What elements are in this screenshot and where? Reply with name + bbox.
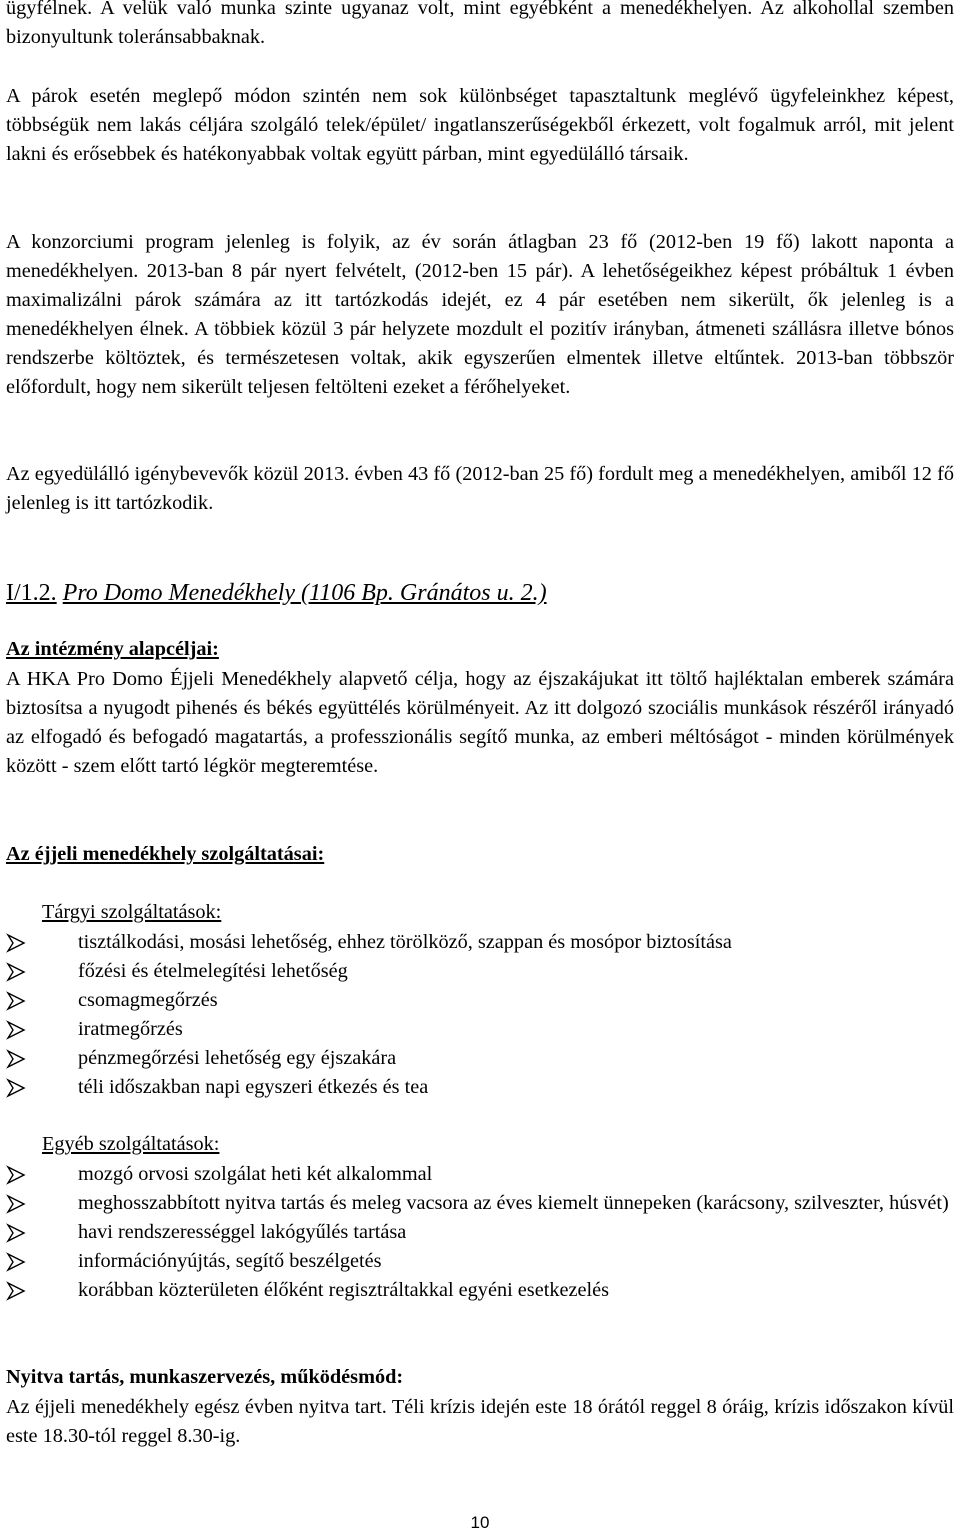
- arrowhead-bullet-icon: [6, 1020, 26, 1040]
- section-title: Pro Domo Menedékhely (1106 Bp. Gránátos u. 2.): [62, 580, 547, 606]
- other-services-list: [6, 1160, 954, 1305]
- list-item-text: meghosszabbított nyitva tartás és meleg vacsora az éves kiemelt ünnepeken (karácsony, szilveszter, húsvét): [78, 1192, 949, 1214]
- paragraph-couples: A párok esetén meglepő módon szintén nem sok különbséget tapasztaltunk meglévő ügyfeleinkhez képest, többségük nem lakás céljára szolgáló telek/épület/ ingatlanszerűségekből érkezett, volt fogalmuk arról, mit jelent lakni és erősebbek és hatékonyabbak voltak együtt párban, mint egyedülálló társaik.: [6, 85, 954, 165]
- list-item-text: mozgó orvosi szolgálat heti két alkalommal: [78, 1163, 433, 1185]
- arrowhead-bullet-icon: [6, 1049, 26, 1069]
- arrowhead-bullet-icon: [6, 991, 26, 1011]
- services-heading: Az éjjeli menedékhely szolgáltatásai:: [6, 843, 325, 865]
- list-item-text: pénzmegőrzési lehetőség egy éjszakára: [78, 1047, 397, 1069]
- arrowhead-bullet-icon: [6, 1252, 26, 1272]
- list-item-text: havi rendszerességgel lakógyűlés tartása: [78, 1221, 407, 1243]
- aims-heading: Az intézmény alapcéljai:: [6, 638, 219, 660]
- list-item: [6, 1015, 954, 1044]
- arrowhead-bullet-icon: [6, 933, 26, 953]
- list-item-text: csomagmegőrzés: [78, 989, 218, 1011]
- list-item-text: korábban közterületen élőként regisztráltakkal egyéni esetkezelés: [78, 1279, 610, 1301]
- list-item-text: tisztálkodási, mosási lehetőség, ehhez törölköző, szappan és mosópor biztosítása: [78, 931, 732, 953]
- paragraph-intro-continued: ügyfélnek. A velük való munka szinte ugyanaz volt, mint egyébként a menedékhelyen. Az alkohollal szemben bizonyultunk toleránsabbaknak.: [6, 0, 954, 48]
- list-item: [6, 1276, 954, 1305]
- list-item-text: téli időszakban napi egyszeri étkezés és tea: [78, 1076, 429, 1098]
- section-number: I/1.2.: [6, 580, 57, 606]
- arrowhead-bullet-icon: [6, 962, 26, 982]
- arrowhead-bullet-icon: [6, 1165, 26, 1185]
- list-item: [6, 1160, 954, 1189]
- paragraph-singles: Az egyedülálló igénybevevők közül 2013. évben 43 fő (2012-ban 25 fő) fordult meg a menedékhelyen, amiből 12 fő jelenleg is itt tartózkodik.: [6, 463, 954, 514]
- material-services-heading: Tárgyi szolgáltatások:: [42, 901, 222, 923]
- page-number: 10: [470, 1513, 490, 1532]
- list-item: [6, 986, 954, 1015]
- list-item: [6, 1189, 954, 1218]
- section-heading: [6, 577, 547, 609]
- paragraph-consortium: A konzorciumi program jelenleg is folyik, az év során átlagban 23 fő (2012-ben 19 fő) lakott naponta a menedékhelyen. 2013-ban 8 pár nyert felvételt, (2012-ben 15 pár). A lehetőségeikhez képest próbáltuk 1 évben maximalizálni párok számára az itt tartózkodás idejét, ez 4 pár esetében nem sikerült, ők jelenleg is a menedékhelyen élnek. A többiek közül 3 pár helyzete mozdult el pozitív irányban, átmeneti szállásra illetve bónos rendszerbe költöztek, és természetesen voltak, akik egyszerűen elmentek illetve eltűntek. 2013-ban többször előfordult, hogy nem sikerült teljesen feltölteni ezeket a férőhelyeket.: [6, 231, 954, 398]
- arrowhead-bullet-icon: [6, 1223, 26, 1243]
- aims-paragraph: A HKA Pro Domo Éjjeli Menedékhely alapvető célja, hogy az éjszakájukat itt töltő hajléktalan emberek számára biztosítsa a nyugodt pihenés és békés együttélés körülményeit. Az itt dolgozó szociális munkások részéről irányadó az elfogadó és befogadó magatartás, a professzionális segítő munka, az emberi méltóságot - minden körülmények között - szem előtt tartó légkör megteremtése.: [6, 668, 954, 777]
- arrowhead-bullet-icon: [6, 1281, 26, 1301]
- arrowhead-bullet-icon: [6, 1078, 26, 1098]
- list-item: [6, 1073, 954, 1102]
- arrowhead-bullet-icon: [6, 1194, 26, 1214]
- material-services-list: [6, 928, 954, 1102]
- opening-hours-paragraph: Az éjjeli menedékhely egész évben nyitva tart. Téli krízis idején este 18 órától reggel 8 óráig, krízis időszakon kívül este 18.30-tól reggel 8.30-ig.: [6, 1396, 954, 1447]
- list-item: [6, 1044, 954, 1073]
- list-item: [6, 1247, 954, 1276]
- list-item-text: iratmegőrzés: [78, 1018, 183, 1040]
- list-item-text: főzési és ételmelegítési lehetőség: [78, 960, 348, 982]
- list-item-text: információnyújtás, segítő beszélgetés: [78, 1250, 382, 1272]
- opening-hours-heading: Nyitva tartás, munkaszervezés, működésmód:: [6, 1366, 404, 1388]
- list-item: [6, 928, 954, 957]
- list-item: [6, 957, 954, 986]
- list-item: [6, 1218, 954, 1247]
- other-services-heading: Egyéb szolgáltatások:: [42, 1133, 220, 1155]
